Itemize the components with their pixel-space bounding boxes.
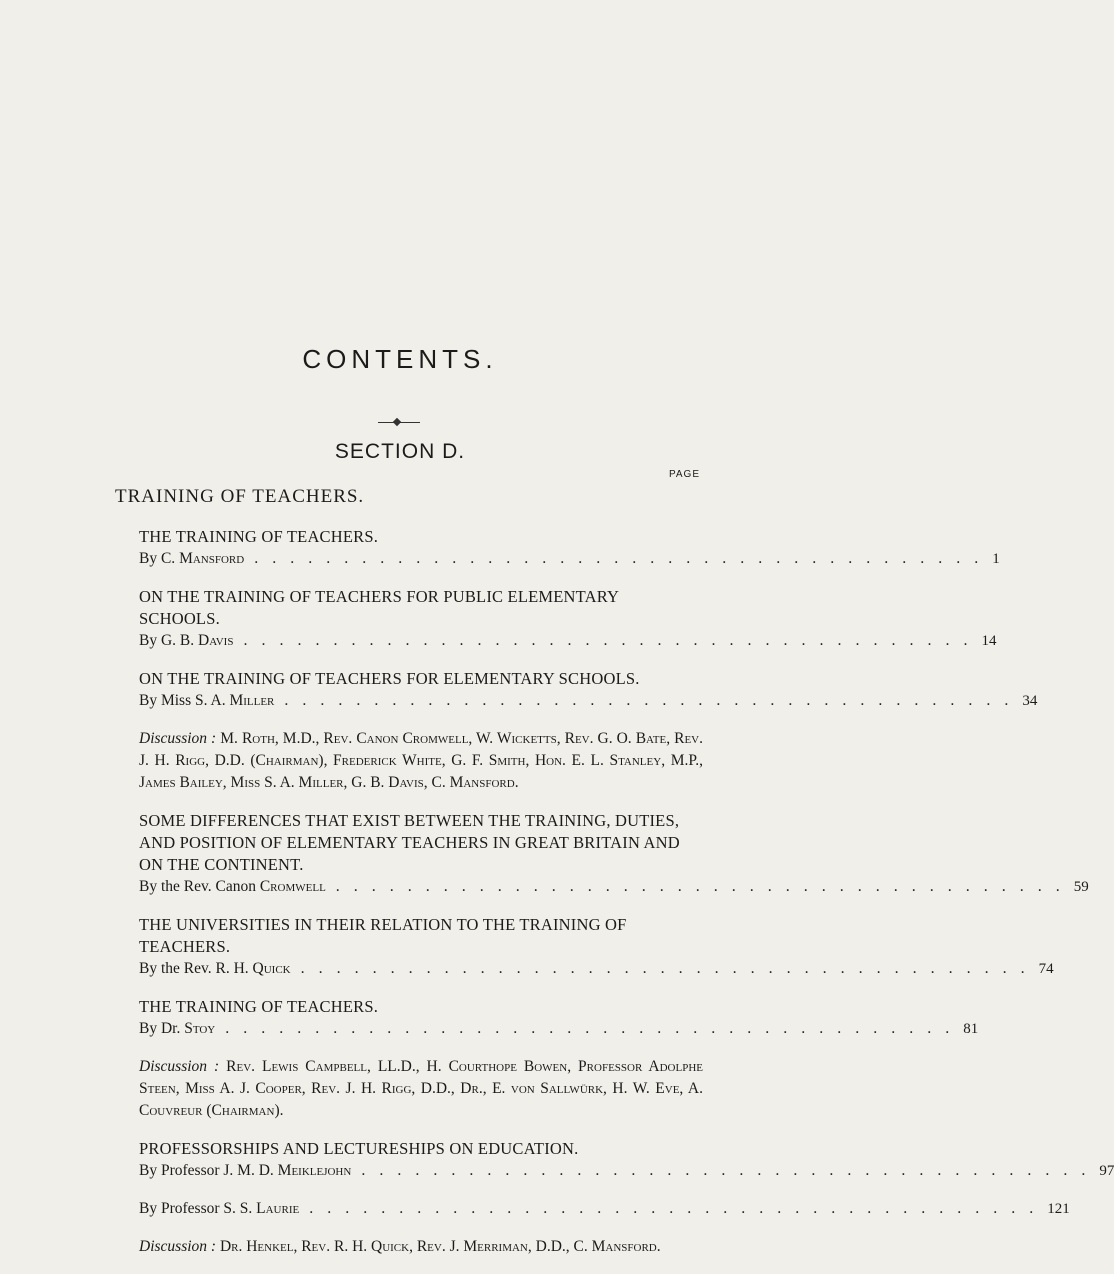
page-number: 14 — [981, 633, 997, 649]
entry-title: THE TRAINING OF TEACHERS. — [139, 997, 379, 1016]
entry-title: THE TRAINING OF TEACHERS. — [139, 527, 379, 546]
page-number: 81 — [963, 1021, 979, 1037]
entry-author: By Miss S. A. Miller — [139, 692, 275, 709]
author-line — [139, 690, 1038, 712]
entry-author: By Professor J. M. D. Meiklejohn — [139, 1162, 352, 1179]
dot-leader: ......................................... — [309, 1200, 1048, 1217]
discussion-label: Discussion : — [139, 730, 217, 747]
entry-author: By the Rev. R. H. Quick — [139, 960, 291, 977]
toc-entry — [139, 668, 1038, 712]
page-number: 121 — [1047, 1201, 1070, 1217]
dot-leader: ......................................... — [243, 632, 982, 649]
toc-entry — [139, 1198, 1070, 1220]
entry-author: By the Rev. Canon Cromwell — [139, 878, 326, 895]
section-label: SECTION D. — [334, 440, 466, 463]
author-line — [139, 630, 997, 652]
entry-author: By Dr. Stoy — [139, 1020, 216, 1037]
author-line — [139, 1160, 1114, 1182]
discussion-label: Discussion : — [139, 1238, 217, 1255]
table-of-contents — [139, 526, 1114, 1274]
entry-author: By G. B. Davis — [139, 632, 234, 649]
dot-leader: ......................................... — [225, 1020, 964, 1037]
dot-leader: ......................................... — [300, 960, 1039, 977]
dot-leader: ......................................... — [284, 692, 1023, 709]
diamond-ornament-icon — [393, 418, 401, 426]
toc-entry — [139, 1138, 1114, 1182]
page-number: 74 — [1038, 961, 1054, 977]
page-number: 59 — [1073, 879, 1089, 895]
entry-title: SOME DIFFERENCES THAT EXIST BETWEEN THE TRAINING, DUTIES, AND POSITION OF ELEMENTARY TEACHERS IN GREAT BRITAIN AND ON THE CONTINENT. — [139, 811, 680, 874]
section-title: TRAINING OF TEACHERS. — [115, 486, 365, 507]
discussion-names: M. Roth, M.D., Rev. Canon Cromwell, W. Wicketts, Rev. G. O. Bate, Rev. J. H. Rigg, D.D. (Chairman), Frederick White, G. F. Smith, Hon. E. L. Stanley, M.P., James Bailey, Miss S. A. Miller, G. B. Davis, C. Mansford. — [139, 730, 703, 791]
author-line — [139, 876, 1089, 898]
ornamental-rule — [378, 422, 420, 423]
entry-title: PROFESSORSHIPS AND LECTURESHIPS ON EDUCATION. — [139, 1139, 579, 1158]
discussion-participants — [139, 728, 711, 794]
toc-entry — [139, 810, 1089, 898]
author-line — [139, 958, 1054, 980]
toc-entry — [139, 914, 1054, 980]
author-line — [139, 548, 1000, 570]
entry-title: THE UNIVERSITIES IN THEIR RELATION TO THE TRAINING OF TEACHERS. — [139, 915, 627, 956]
entry-author: By Professor S. S. Laurie — [139, 1200, 300, 1217]
entry-author: By C. Mansford — [139, 550, 245, 567]
discussion-names: Dr. Henkel, Rev. R. H. Quick, Rev. J. Merriman, D.D., C. Mansford. — [219, 1238, 661, 1255]
contents-heading: CONTENTS. — [302, 344, 498, 374]
discussion-names: Rev. Lewis Campbell, LL.D., H. Courthope Bowen, Professor Adolphe Steen, Miss A. J. Cooper, Rev. J. H. Rigg, D.D., Dr., E. von Sallwürk, H. W. Eve, A. Couvreur (Chairman). — [139, 1058, 703, 1119]
toc-entry — [139, 996, 979, 1040]
dot-leader: ......................................... — [335, 878, 1074, 895]
page-column-header: PAGE — [668, 469, 700, 480]
dot-leader: ......................................... — [254, 550, 993, 567]
toc-entry — [139, 586, 997, 652]
discussion-label: Discussion : — [139, 1058, 220, 1075]
page-number: 1 — [992, 551, 1000, 567]
author-line — [139, 1198, 1070, 1220]
entry-title: ON THE TRAINING OF TEACHERS FOR ELEMENTARY SCHOOLS. — [139, 669, 640, 688]
discussion-participants — [139, 1236, 711, 1258]
dot-leader: ......................................... — [361, 1162, 1100, 1179]
page-number: 34 — [1022, 693, 1038, 709]
page-number: 97 — [1099, 1163, 1114, 1179]
author-line — [139, 1018, 979, 1040]
entry-title: ON THE TRAINING OF TEACHERS FOR PUBLIC ELEMENTARY SCHOOLS. — [139, 587, 619, 628]
discussion-participants — [139, 1056, 711, 1122]
toc-entry — [139, 526, 1000, 570]
